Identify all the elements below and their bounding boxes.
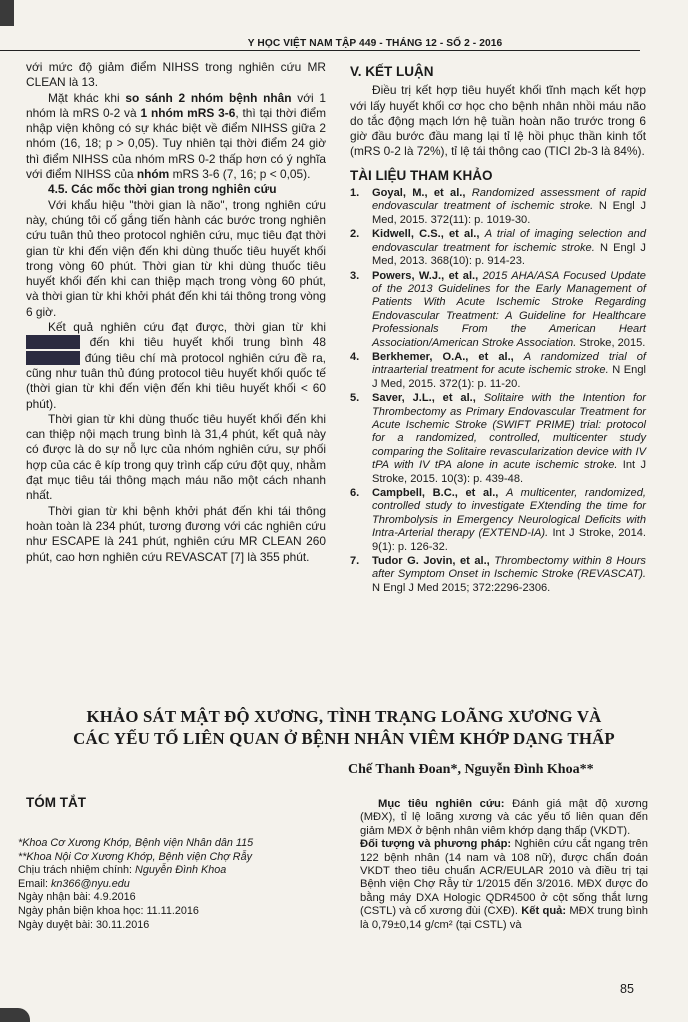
paragraph: Với khẩu hiệu "thời gian là não", trong nghiên cứu này, chúng tôi cố gắng tiến hành các bước trong nghiên cứu tuân thủ theo protocol nghiên cứu, mục tiêu đạt thời gian từ khi đến viện đến khi dùng thuốc tiêu huyết khối trong vòng 60 phút. Thời gian từ khi dùng thuốc tiêu huyết khối đến khi can thiệp mạch trong vòng 60 phút, và thời gian từ khi khởi phát đến khi tái thông trong vòng 6 giờ. [26,197,326,319]
references-heading: TÀI LIỆU THAM KHẢO [350,167,493,183]
reference-item: 4. Berkhemer, O.A., et al., A randomized trial of intraarterial treatment for acute ischemic stroke. N Engl J Med, 2015. 372(1): p. 11-20. [350,350,646,390]
email-line: Email: kn366@nyu.edu [18,877,130,890]
affiliation-line: **Khoa Nội Cơ Xương Khớp, Bệnh viện Chợ Rẫy [18,850,253,863]
left-column [26,60,326,565]
paragraph: Kết quả nghiên cứu đạt được, thời gian từ khi đến khi tiêu huyết khối trung bình 48 đúng tiêu chí mà protocol nghiên cứu đề ra, cũng như tuân thủ đúng protocol tiêu huyết khối quốc tế (thời gian từ khi đến viện đến khi tiêu huyết khối < 60 phút). [26,320,326,411]
reference-item: 5. Saver, J.L., et al., Solitaire with the Intention for Thrombectomy as Primary Endovascular Treatment for Acute Ischemic Stroke (SWIFT PRIME) trial: protocol for a randomized, controlled, multicenter study comparing the Solitaire revascularization device with IV tPA with IV tPA alone in acute ischemic stroke. Int J Stroke, 2015. 10(3): p. 439-48. [350,392,646,485]
conclusion-heading: V. KẾT LUẬN [350,64,434,79]
corresponding-author: Chịu trách nhiệm chính: Nguyễn Đình Khoa [18,864,227,877]
reference-item: 7. Tudor G. Jovin, et al., Thrombectomy within 8 Hours after Symptom Onset in Ischemic Stroke (REVASCAT). N Engl J Med 2015; 372:2296-2306. [350,555,646,594]
accepted-date: Ngày duyệt bài: 30.11.2016 [18,918,150,931]
scan-artifact [0,0,14,26]
article-authors: Chế Thanh Đoan*, Nguyễn Đình Khoa** [348,762,594,777]
reference-list [350,187,646,595]
scan-artifact [0,1008,30,1022]
paragraph: Thời gian từ khi dùng thuốc tiêu huyết khối đến khi can thiệp nội mạch trung bình là 31,4 phút, kết quả này có được là do sự nỗ lực của nhóm nghiên cứu, sự phối hợp của các ê kíp trong quy trình cấp cứu đột quỵ, nhằm đạt mục tiêu tái thông mạch máu não một cách nhanh nhất. [26,411,326,503]
conclusion-text: Điều trị kết hợp tiêu huyết khối tĩnh mạch kết hợp với lấy huyết khối cơ học cho bệnh nhân nhồi máu não do tắc động mạch lớn hệ tuần hoàn não trước trong 6 giờ đầu bước đầu mang lại tỉ lệ hồi phục thần kinh tốt (mRS 0-2 là 72%), tỉ lệ tái thông cao (TICI 2b-3 là 84%). [350,83,646,159]
header-rule [0,50,640,51]
affiliations [18,837,318,932]
affiliation-line: *Khoa Cơ Xương Khớp, Bệnh viện Nhân dân 115 [18,837,254,849]
summary-heading: TÓM TẮT [26,795,86,810]
page-number: 85 [620,982,634,996]
abstract [360,798,648,932]
reviewed-date: Ngày phản biện khoa học: 11.11.2016 [18,904,199,917]
email-link[interactable]: kn366@nyu.edu [51,877,130,890]
paragraph: với mức độ giảm điểm NIHSS trong nghiên cứu MR CLEAN là 13. [26,60,326,90]
abstract-text: Mục tiêu nghiên cứu: Đánh giá mật độ xương (MĐX), tỉ lệ loãng xương và các yếu tố liên quan đến giảm MĐX ở bệnh nhân viêm khớp dạng thấp (VKDT). Đối tượng và phương pháp: Nghiên cứu cắt ngang trên 122 bệnh nhân (14 nam và 108 nữ), được chẩn đoán VKDT theo tiêu chuẩn ACR/EULAR 2010 và điều trị tại Bệnh viện Chợ Rẫy từ 1/2015 đến 3/2016. MĐX được đo bằng máy DXA Hologic QDR4500 ở cột sống thắt lưng (CSTL) và cổ xương đùi (CXĐ). Kết quả: MĐX trung bình là 0,79±0,14 g/cm² (tại CSTL) và [360,798,649,931]
article-title: KHẢO SÁT MẬT ĐỘ XƯƠNG, TÌNH TRẠNG LOÃNG XƯƠNG VÀ CÁC YẾU TỐ LIÊN QUAN Ở BỆNH NHÂN VIÊM KHỚP DẠNG THẤP [73,707,615,748]
redaction-mark [26,351,80,365]
right-column [350,64,646,596]
reference-item: 2. Kidwell, C.S., et al., A trial of imaging selection and endovascular treatment for ischemic stroke. N Engl J Med, 2013. 368(10): p. 914-23. [350,228,646,268]
redaction-mark [26,335,80,349]
received-date: Ngày nhận bài: 4.9.2016 [18,891,136,904]
reference-item: 6. Campbell, B.C., et al., A multicenter, randomized, controlled study to investigate EXtending the time for Thrombolysis in Emergency Neurological Deficits with Intra-Arterial therapy (EXTEND-IA). Int J Stroke, 2014. 9(1): p. 126-32. [350,487,646,553]
paragraph: Thời gian từ khi bệnh khởi phát đến khi tái thông hoàn toàn là 234 phút, tương đương với các nghiên cứu như ESCAPE là 241 phút, nghiên cứu MR CLEAN 260 phút, cao hơn nghiên cứu REVASCAT [7] là 355 phút. [26,503,326,564]
reference-item: 1. Goyal, M., et al., Randomized assessment of rapid endovascular treatment of ischemic stroke. N Engl J Med, 2015. 372(11): p. 1019-30. [350,187,646,226]
running-head: Y HỌC VIỆT NAM TẬP 449 - THÁNG 12 - SỐ 2 - 2016 [247,38,503,49]
paragraph: Mặt khác khi so sánh 2 nhóm bệnh nhân với 1 nhóm là mRS 0-2 và 1 nhóm mRS 3-6, thì tại thời điểm nhập viện không có sự khác biệt về điểm NIHSS giữa 2 nhóm (16, 18; p > 0,05). Tuy nhiên tại thời điểm 24 giờ thì điểm NIHSS của nhóm mRS 0-2 thấp hơn có ý nghĩa với điểm NIHSS của nhóm mRS 3-6 (7, 16; p < 0,05). [26,90,326,182]
section-subheading: 4.5. Các mốc thời gian trong nghiên cứu [48,182,277,197]
reference-item: 3. Powers, W.J., et al., 2015 AHA/ASA Focused Update of the 2013 Guidelines for the Early Management of Patients With Acute Ischemic Stroke Regarding Endovascular Treatment: A Guideline for Healthcare Professionals From the American Heart Association/American Stroke Association. Stroke, 2015. [350,269,646,349]
